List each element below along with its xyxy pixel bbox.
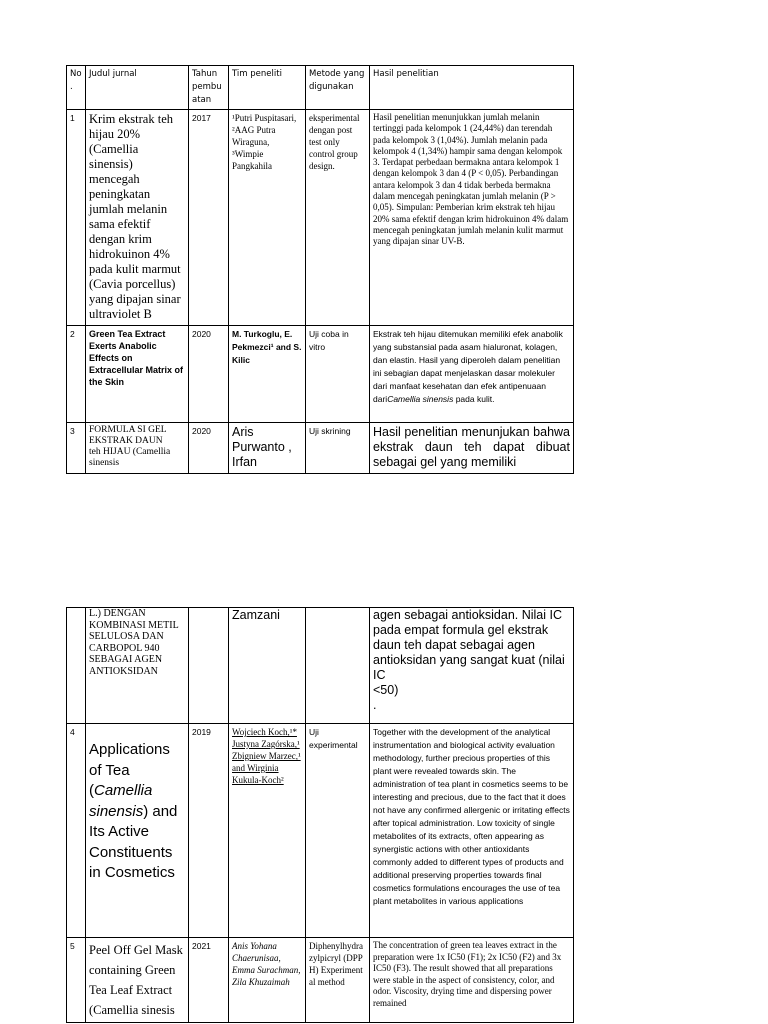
judul-species: Camellia sinensis	[89, 782, 153, 820]
row-tim: Anis Yohana Chaerunisaa, Emma Surachman, Zila Khuzaimah	[229, 938, 306, 1023]
row-tahun: 2020	[189, 423, 229, 474]
row-judul	[86, 724, 189, 938]
judul-text-end: ) and Its Active Constituents in Cosmetics	[89, 802, 178, 881]
judul-line: teh HIJAU (Camellia sinensis	[89, 447, 171, 468]
row-metode: Uji experimental	[306, 724, 370, 938]
journal-table-page-1	[66, 65, 574, 474]
row-metode: Uji skrining	[306, 423, 370, 474]
row-hasil: Hasil penelitian menunjukan bahwa ekstrak daun teh dapat dibuat sebagai gel yang memiliki	[370, 423, 574, 474]
row-metode: eksperimental dengan post test only control group design.	[306, 110, 370, 326]
header-hasil: Hasil penelitian	[370, 66, 574, 110]
table-header-row	[67, 66, 574, 110]
hasil-species: Camellia sinensis	[387, 394, 454, 404]
row-tim: Aris Purwanto , Irfan	[229, 423, 306, 474]
row-hasil: Together with the development of the analytical instrumentation and biological activity evaluation methodology, further precious properties of this plant were revealed towards skin. The administration of tea plant in cosmetics seems to be interesting and precious, due to the fact that it does not have any confirmed allergenic or irritating effects after topical administration. Low toxicity of single metabolites of its extracts, often appearing as synergistic actions with other antioxidants commonly added to different types of products and additional preserving properties towards final cosmetics formulations encourages the use of tea plant metabolites in various applications	[370, 724, 574, 938]
hasil-text: Ekstrak teh hijau ditemukan memiliki efek anabolik yang substansial pada asam hialuronat, kolagen, dan elastin. Hasil yang diperoleh dalam penelitian ini sebagian dapat menjelaskan dasar molekuler dari manfaat kesehatan dan efek antipenuaan dari	[373, 329, 563, 404]
table-row	[67, 110, 574, 326]
hasil-text-end: pada kulit.	[453, 394, 495, 404]
table-row	[67, 938, 574, 1023]
row-no: 3	[67, 423, 86, 474]
hasil-end: .	[373, 698, 377, 712]
header-judul: Judul jurnal	[86, 66, 189, 110]
header-tahun: Tahun pembu atan	[189, 66, 229, 110]
header-metode: Metode yang digunakan	[306, 66, 370, 110]
row-metode: Uji coba in vitro	[306, 326, 370, 423]
row-metode: Diphenylhydrazylpicryl (DPPH) Experimental method	[306, 938, 370, 1023]
row-no: 1	[67, 110, 86, 326]
row-no	[67, 608, 86, 724]
row-hasil	[370, 326, 574, 423]
row-judul: Green Tea Extract Exerts Anabolic Effects on Extracellular Matrix of the Skin	[86, 326, 189, 423]
header-tim: Tim peneliti	[229, 66, 306, 110]
row-hasil: Hasil penelitian menunjukkan jumlah melanin tertinggi pada kelompok 1 (24,44%) dan terendah pada kelompok 3 (1,04%). Jumlah melanin pada kelompok 4 (1,34%) hampir sama dengan kelompok 3. Terdapat perbedaan bermakna antara kelompok 1 dengan kelompok 3 dan 4 (P < 0,05). Perbandingan antara kelompok 3 dan 4 tidak berbeda bermakna dalam mencegah peningkatan jumlah melanin (P > 0,05). Simpulan: Pemberian krim ekstrak teh hijau 20% sama efektif dengan krim hidrokuinon 4% dalam mencegah peningkatan jumlah melanin kulit marmut yang dipajan sinar UV-B.	[370, 110, 574, 326]
row-tahun: 2020	[189, 326, 229, 423]
row-tim: M. Turkoglu, E. Pekmezci¹ and S. Kilic	[229, 326, 306, 423]
row-tahun: 2021	[189, 938, 229, 1023]
table-row	[67, 326, 574, 423]
table-row-continuation	[67, 608, 574, 724]
row-tim-author-links[interactable]: Wojciech Koch,¹* Justyna Zagórska,¹ Zbigniew Marzec,¹ and Wirginia Kukula-Koch²	[229, 724, 306, 938]
row-tahun: 2019	[189, 724, 229, 938]
judul-text: Applications of Tea (	[89, 741, 170, 799]
judul-line: FORMULA SI GEL EKSTRAK DAUN	[89, 425, 167, 446]
row-no: 4	[67, 724, 86, 938]
table-row	[67, 724, 574, 938]
row-hasil: The concentration of green tea leaves extract in the preparation were 1x IC50 (F1); 2x IC50 (F2) and 3x IC50 (F3). The result showed that all preparations were stable in the aspect of consistency, color, and odor. Viscosity, drying time and dispersing power remained	[370, 938, 574, 1023]
row-metode	[306, 608, 370, 724]
row-tim: Zamzani	[229, 608, 306, 724]
row-judul: L.) DENGAN KOMBINASI METIL SELULOSA DAN CARBOPOL 940 SEBAGAI AGEN ANTIOKSIDAN	[86, 608, 189, 724]
header-no: No .	[67, 66, 86, 110]
row-tahun: 2017	[189, 110, 229, 326]
row-judul	[86, 423, 189, 474]
row-judul: Krim ekstrak teh hijau 20% (Camellia sinensis) mencegah peningkatan jumlah melanin sama efektif dengan krim hidrokuinon 4% pada kulit marmut (Cavia porcellus) yang dipajan sinar ultraviolet B	[86, 110, 189, 326]
hasil-value: <50)	[373, 683, 399, 697]
row-judul: Peel Off Gel Mask containing Green Tea Leaf Extract (Camellia sinesis	[86, 938, 189, 1023]
journal-table-page-2	[66, 607, 574, 1023]
hasil-text: agen sebagai antioksidan. Nilai IC pada empat formula gel ekstrak daun teh dapat sebagai agen antioksidan yang sangat kuat (nilai IC	[373, 608, 565, 682]
table-row	[67, 423, 574, 474]
row-no: 2	[67, 326, 86, 423]
row-tahun	[189, 608, 229, 724]
row-no: 5	[67, 938, 86, 1023]
row-tim: ¹Putri Puspitasari, ²AAG Putra Wiraguna, ³Wimpie Pangkahila	[229, 110, 306, 326]
row-hasil	[370, 608, 574, 724]
